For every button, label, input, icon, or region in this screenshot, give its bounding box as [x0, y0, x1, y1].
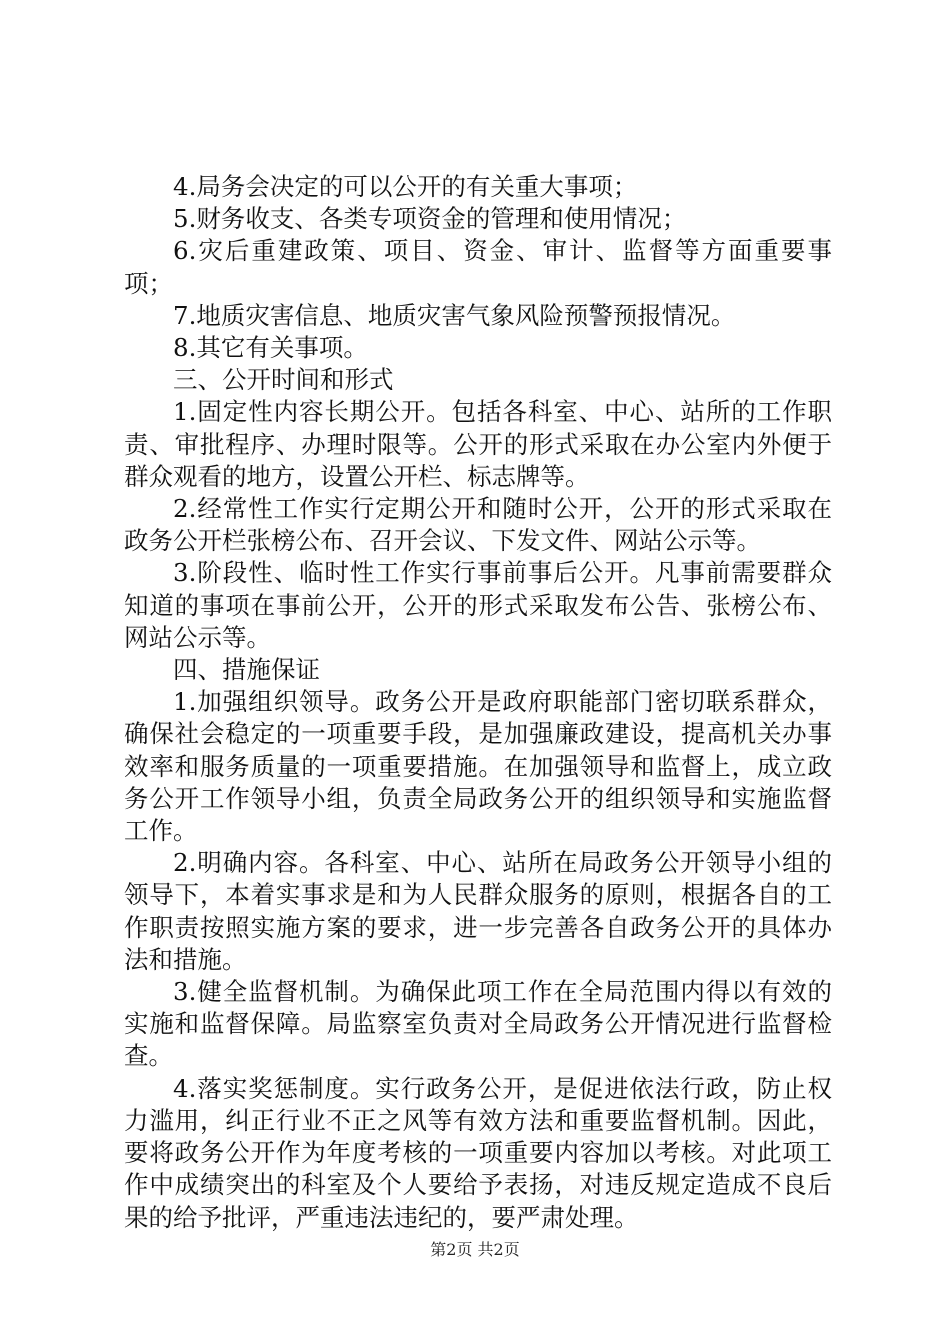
- page-footer: [0, 1240, 950, 1260]
- paragraph-supervision: 3.健全监督机制。为确保此项工作在全局范围内得以有效的实施和监督保障。局监察室负责对全局政务公开情况进行监督检查。: [124, 977, 832, 1071]
- paragraph-item-6: 6.灾后重建政策、项目、资金、审计、监督等方面重要事项；: [124, 236, 832, 298]
- page-number: 第2页 共2页: [430, 1240, 520, 1259]
- paragraph-fixed-content: 1.固定性内容长期公开。包括各科室、中心、站所的工作职责、审批程序、办理时限等。公开的形式采取在办公室内外便于群众观看的地方，设置公开栏、标志牌等。: [124, 397, 832, 491]
- paragraph-regular-work: 2.经常性工作实行定期公开和随时公开，公开的形式采取在政务公开栏张榜公布、召开会议、下发文件、网站公示等。: [124, 494, 832, 556]
- section-heading-3: 三、公开时间和形式: [173, 365, 394, 395]
- document-body: [124, 171, 832, 1234]
- paragraph-content: 2.明确内容。各科室、中心、站所在局政务公开领导小组的领导下，本着实事求是和为人民群众服务的原则，根据各自的工作职责按照实施方案的要求，进一步完善各自政务公开的具体办法和措施。: [124, 848, 832, 974]
- paragraph-item-8: 8.其它有关事项。: [173, 333, 368, 363]
- paragraph-leadership: 1.加强组织领导。政务公开是政府职能部门密切联系群众，确保社会稳定的一项重要手段，是加强廉政建设，提高机关办事效率和服务质量的一项重要措施。在加强领导和监督上，成立政务公开工作领导小组，负责全局政务公开的组织领导和实施监督工作。: [124, 687, 832, 846]
- paragraph-item-4: 4.局务会决定的可以公开的有关重大事项；: [173, 172, 638, 201]
- paragraph-phased-work: 3.阶段性、临时性工作实行事前事后公开。凡事前需要群众知道的事项在事前公开，公开的形式采取发布公告、张榜公布、网站公示等。: [124, 558, 832, 652]
- section-heading-4: 四、措施保证: [173, 655, 320, 685]
- paragraph-rewards: 4.落实奖惩制度。实行政务公开，是促进依法行政，防止权力滥用，纠正行业不正之风等有效方法和重要监督机制。因此，要将政务公开作为年度考核的一项重要内容加以考核。对此项工作中成绩突出的科室及个人要给予表扬，对违反规定造成不良后果的给予批评，严重违法违纪的，要严肃处理。: [124, 1073, 832, 1232]
- paragraph-item-5: 5.财务收支、各类专项资金的管理和使用情况；: [173, 204, 687, 234]
- paragraph-item-7: 7.地质灾害信息、地质灾害气象风险预警预报情况。: [173, 300, 736, 330]
